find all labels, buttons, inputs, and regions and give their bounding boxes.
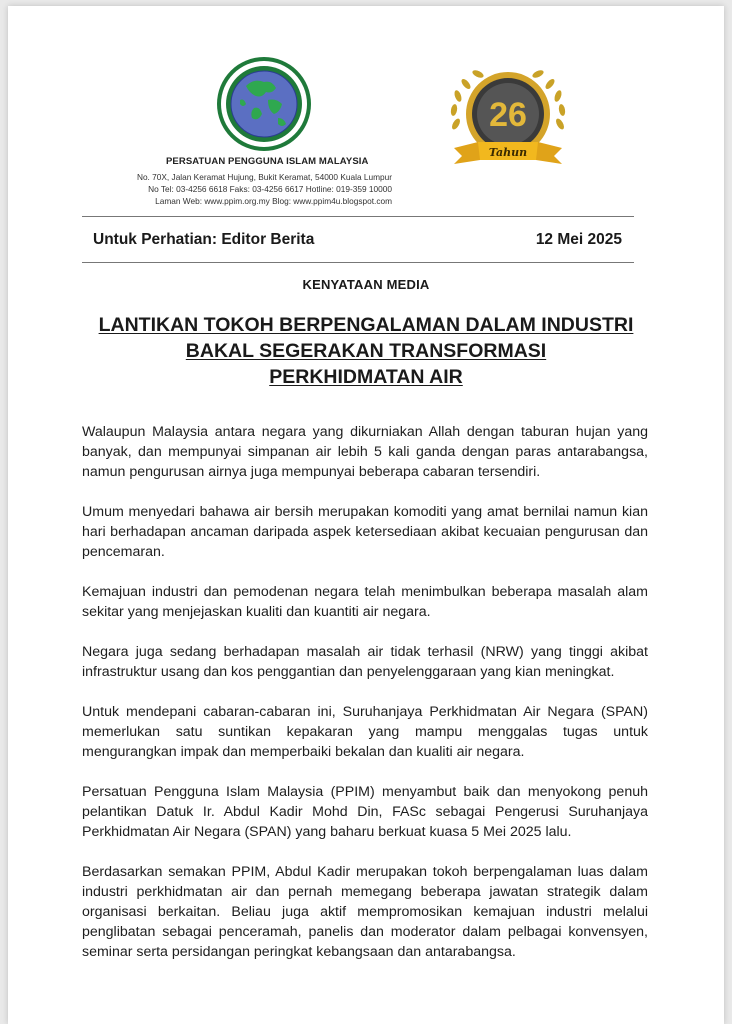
release-date: 12 Mei 2025 xyxy=(535,231,622,248)
org-address: No. 70X, Jalan Keramat Hujung, Bukit Keramat, 54000 Kuala Lumpur xyxy=(136,172,392,182)
headline xyxy=(40,312,692,390)
headline-line: LANTIKAN TOKOH BERPENGALAMAN DALAM INDUSTRI xyxy=(98,314,634,336)
paragraph: Umum menyedari bahawa air bersih merupakan komoditi yang amat bernilai namun kian hari berhadapan ancaman daripada aspek ketersediaan akibat kecuaian pengurusan dan pencemaran. xyxy=(82,504,648,560)
paragraph: Untuk mendepani cabaran-cabaran ini, Suruhanjaya Perkhidmatan Air Negara (SPAN) memerlukan satu suntikan kepakaran yang mampu menggalas tugas untuk mengurangkan impak dan memperbaiki bekalan dan kualiti air negara. xyxy=(82,704,648,760)
headline-line: PERKHIDMATAN AIR xyxy=(269,366,463,388)
paragraph: Berdasarkan semakan PPIM, Abdul Kadir merupakan tokoh berpengalaman luas dalam industri perkhidmatan air dan pernah memegang beberapa jawatan strategik dalam organisasi berkaitan. Beliau juga aktif mempromosikan kemajuan industri melalui penglibatan sebagai penceramah, panelis dan moderator dalam pelbagai konvensyen, seminar serta persidangan peringkat kebangsaan dan antarabangsa. xyxy=(82,864,648,960)
body-text xyxy=(82,422,648,982)
divider-top xyxy=(82,216,634,217)
org-phone: No Tel: 03-4256 6618 Faks: 03-4256 6617 Hotline: 019-359 10000 xyxy=(148,184,392,194)
badge-text: Tahun xyxy=(488,146,528,159)
paragraph: Walaupun Malaysia antara negara yang dikurniakan Allah dengan taburan hujan yang banyak, dan mempunyai simpanan air lebih 5 kali ganda dengan paras antarabangsa, namun pengurusan airnya juga mempunyai beberapa cabaran tersendiri. xyxy=(82,424,648,480)
org-web: Laman Web: www.ppim.org.my Blog: www.ppim4u.blogspot.com xyxy=(155,196,392,206)
document-label: KENYATAAN MEDIA xyxy=(302,277,430,292)
org-letterhead xyxy=(118,156,418,207)
anniversary-badge xyxy=(438,62,578,174)
attention-line: Untuk Perhatian: Editor Berita xyxy=(93,231,315,248)
headline-line: BAKAL SEGERAKAN TRANSFORMASI xyxy=(185,340,547,362)
badge-number: 26 xyxy=(489,96,527,134)
paragraph: Persatuan Pengguna Islam Malaysia (PPIM) menyambut baik dan menyokong penuh pelantikan Datuk Ir. Abdul Kadir Mohd Din, FASc sebagai Pengerusi Suruhanjaya Perkhidmatan Air Negara (SPAN) yang baharu berkuat kuasa 5 Mei 2025 lalu. xyxy=(82,784,648,840)
paragraph: Negara juga sedang berhadapan masalah air tidak terhasil (NRW) yang tinggi akibat infrastruktur usang dan kos penggantian dan penyelenggaraan yang kian meningkat. xyxy=(82,644,648,680)
ppim-logo xyxy=(216,56,312,152)
org-name: PERSATUAN PENGGUNA ISLAM MALAYSIA xyxy=(166,156,369,167)
divider-bottom xyxy=(82,262,634,263)
paragraph: Kemajuan industri dan pemodenan negara telah menimbulkan beberapa masalah alam sekitar yang menjejaskan kualiti dan kuantiti air negara. xyxy=(82,584,648,620)
